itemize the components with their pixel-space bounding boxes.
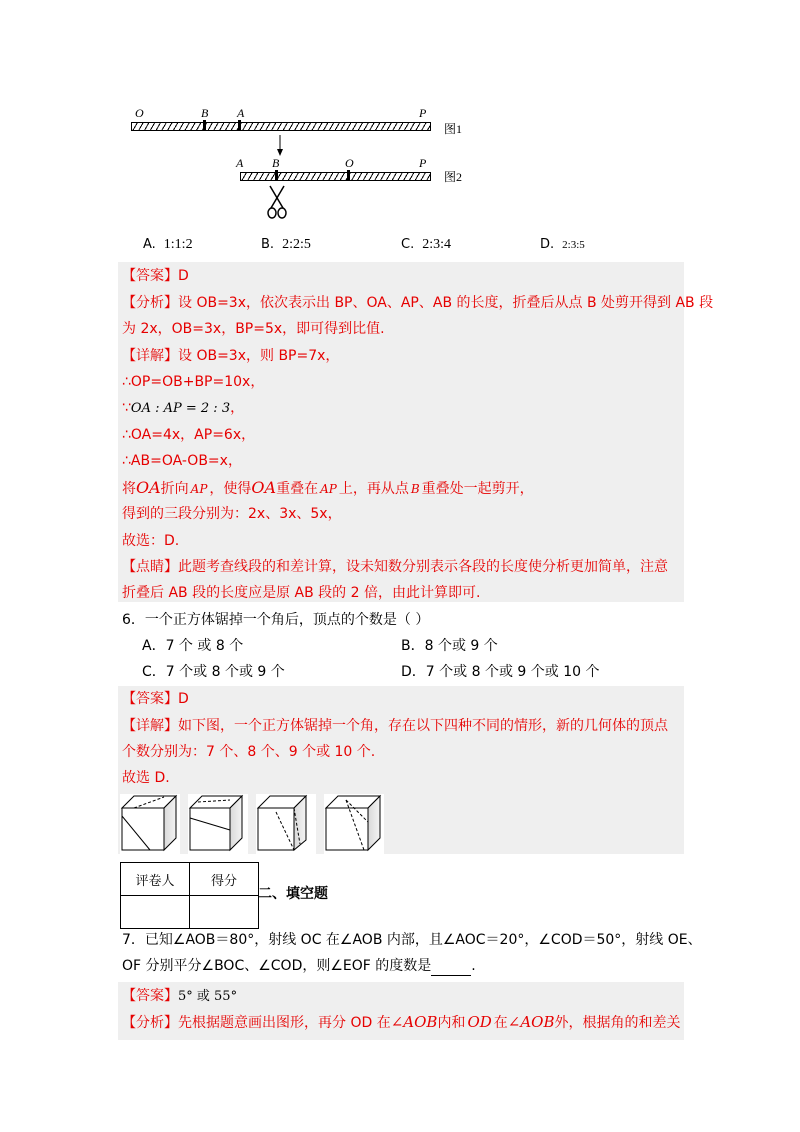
q6-detail-line3: 故选 D. bbox=[122, 770, 170, 786]
q7-line1: 7．已知∠AOB＝80°，射线 OC 在∠AOB 内部，且∠AOC＝20°，∠COD＝50°，射线 OE、 bbox=[122, 932, 702, 948]
fig1-segment bbox=[131, 122, 431, 131]
q5-option-a bbox=[143, 237, 193, 253]
q5-detail-line3 bbox=[122, 398, 244, 419]
math-angle: ∠AOB bbox=[390, 1013, 438, 1031]
math-oa: OA bbox=[136, 478, 161, 497]
text: ，使得 bbox=[209, 481, 252, 497]
option-letter: A. bbox=[143, 237, 156, 252]
fig2-label-o: O bbox=[345, 156, 354, 170]
fig2-mark-o bbox=[347, 170, 350, 181]
cube-figure-4 bbox=[324, 794, 384, 854]
fig2-label-b: B bbox=[272, 156, 280, 170]
math-b: B bbox=[410, 482, 420, 496]
q6-detail-line2: 个数分别为：7 个、8 个、9 个或 10 个. bbox=[122, 744, 376, 760]
q5-option-b bbox=[261, 237, 311, 253]
option-letter: D. bbox=[540, 237, 555, 252]
answer-blank bbox=[431, 961, 471, 976]
q5-detail-line6 bbox=[122, 478, 534, 499]
math-ap: AP bbox=[320, 482, 337, 496]
option-letter: B. bbox=[261, 237, 275, 252]
option-value: 1:1:2 bbox=[163, 237, 193, 252]
q5-comment-line1: 【点睛】此题考查线段的和差计算，设未知数分别表示各段的长度使分析更加简单，注意 bbox=[122, 559, 668, 575]
option-value: 2:3:4 bbox=[422, 237, 451, 252]
q6-detail-line1: 【详解】如下图，一个正方体锯掉一个角，存在以下四种不同的情形，新的几何体的顶点 bbox=[122, 718, 668, 734]
score-cell bbox=[190, 896, 259, 929]
fig2-segment bbox=[240, 172, 431, 181]
q6-option-b: B．8 个或 9 个 bbox=[401, 638, 498, 654]
q5-detail-line8: 故选：D. bbox=[122, 533, 180, 549]
score-table bbox=[120, 862, 259, 929]
text: 重叠处一起剪开， bbox=[421, 481, 534, 497]
q6-option-d: D．7 个或 8 个或 9 个或 10 个 bbox=[401, 664, 600, 680]
math-ap: AP bbox=[190, 482, 208, 496]
fig2-mark-b bbox=[275, 170, 278, 181]
fig1-mark-a bbox=[238, 120, 241, 131]
text: 上，再从点 bbox=[338, 481, 409, 497]
cube-figure-1 bbox=[120, 794, 180, 854]
q6-question: 6．一个正方体锯掉一个角后，顶点的个数是（ ） bbox=[122, 612, 430, 628]
fig1-caption: 图1 bbox=[444, 122, 463, 136]
q5-detail-line7: 得到的三段分别为：2x、3x、5x， bbox=[122, 506, 342, 522]
q5-analysis-line1: 【分析】设 OB=3x，依次表示出 BP、OA、AP、AB 的长度，折叠后从点 B 处剪开得到 AB 段 bbox=[122, 295, 714, 311]
ratio-formula: OA : AP = 2 : 3 bbox=[130, 401, 231, 416]
reviewer-cell bbox=[121, 896, 190, 929]
q5-option-d bbox=[540, 237, 585, 252]
text: 内和 bbox=[437, 1015, 466, 1031]
because-symbol: ∵ bbox=[122, 400, 131, 416]
fig1-label-b: B bbox=[201, 106, 209, 120]
answer-label: 【答案】 bbox=[122, 988, 178, 1004]
text: 折向 bbox=[160, 481, 189, 497]
fig1-mark-b bbox=[203, 120, 206, 131]
option-value: 2:2:5 bbox=[282, 237, 311, 252]
text: 重叠在 bbox=[276, 481, 319, 497]
q7-analysis bbox=[122, 1012, 681, 1033]
scissors-icon bbox=[266, 184, 288, 220]
q6-answer: 【答案】D bbox=[122, 691, 189, 707]
q5-detail-line4: ∴OA=4x，AP=6x， bbox=[122, 427, 256, 443]
q5-detail-line5: ∴AB=OA-OB=x， bbox=[122, 453, 242, 469]
q7-answer bbox=[122, 986, 237, 1007]
text: OF 分别平分∠BOC、∠COD，则∠EOF 的度数是 bbox=[122, 958, 432, 974]
q5-comment-line2: 折叠后 AB 段的长度应是原 AB 段的 2 倍，由此计算即可. bbox=[122, 585, 481, 601]
q5-detail-line1: 【详解】设 OB=3x，则 BP=7x， bbox=[122, 348, 340, 364]
fig2-label-a: A bbox=[236, 156, 244, 170]
text: 【分析】先根据题意画出图形，再分 OD 在 bbox=[122, 1015, 391, 1031]
option-letter: C. bbox=[401, 237, 415, 252]
text: 外，根据角的和差关 bbox=[554, 1015, 681, 1031]
punctuation: ， bbox=[230, 400, 245, 416]
down-arrow-icon bbox=[272, 135, 288, 157]
math-oa: OA bbox=[251, 478, 277, 497]
cube-figure-2 bbox=[188, 794, 248, 854]
q6-option-c: C．7 个或 8 个或 9 个 bbox=[142, 664, 285, 680]
q5-detail-line2: ∴OP=OB+BP=10x， bbox=[122, 374, 265, 390]
fig2-label-p: P bbox=[419, 156, 427, 170]
q5-answer: 【答案】D bbox=[122, 268, 189, 284]
text: 将 bbox=[122, 481, 136, 497]
fig2-caption: 图2 bbox=[444, 170, 463, 184]
q6-option-a: A．7 个 或 8 个 bbox=[142, 638, 244, 654]
text: . bbox=[471, 958, 476, 974]
fig1-label-p: P bbox=[419, 106, 427, 120]
score-header: 得分 bbox=[190, 863, 259, 896]
cube-figure-3 bbox=[256, 794, 316, 854]
q5-analysis-line2: 为 2x，OB=3x，BP=5x，即可得到比值. bbox=[122, 321, 385, 337]
q7-line2 bbox=[122, 956, 476, 976]
math-od: OD bbox=[467, 1013, 492, 1031]
option-value: 2:3:5 bbox=[562, 239, 585, 251]
fig1-label-a: A bbox=[237, 106, 245, 120]
section-title: 二、填空题 bbox=[258, 886, 328, 902]
math-angle: ∠AOB bbox=[507, 1013, 555, 1031]
cube-cut-figures bbox=[120, 794, 384, 854]
text: 在 bbox=[493, 1015, 508, 1031]
fig1-label-o: O bbox=[135, 106, 144, 120]
answer-value: 5° 或 55° bbox=[178, 989, 238, 1004]
reviewer-header: 评卷人 bbox=[121, 863, 190, 896]
q5-option-c bbox=[401, 237, 451, 253]
